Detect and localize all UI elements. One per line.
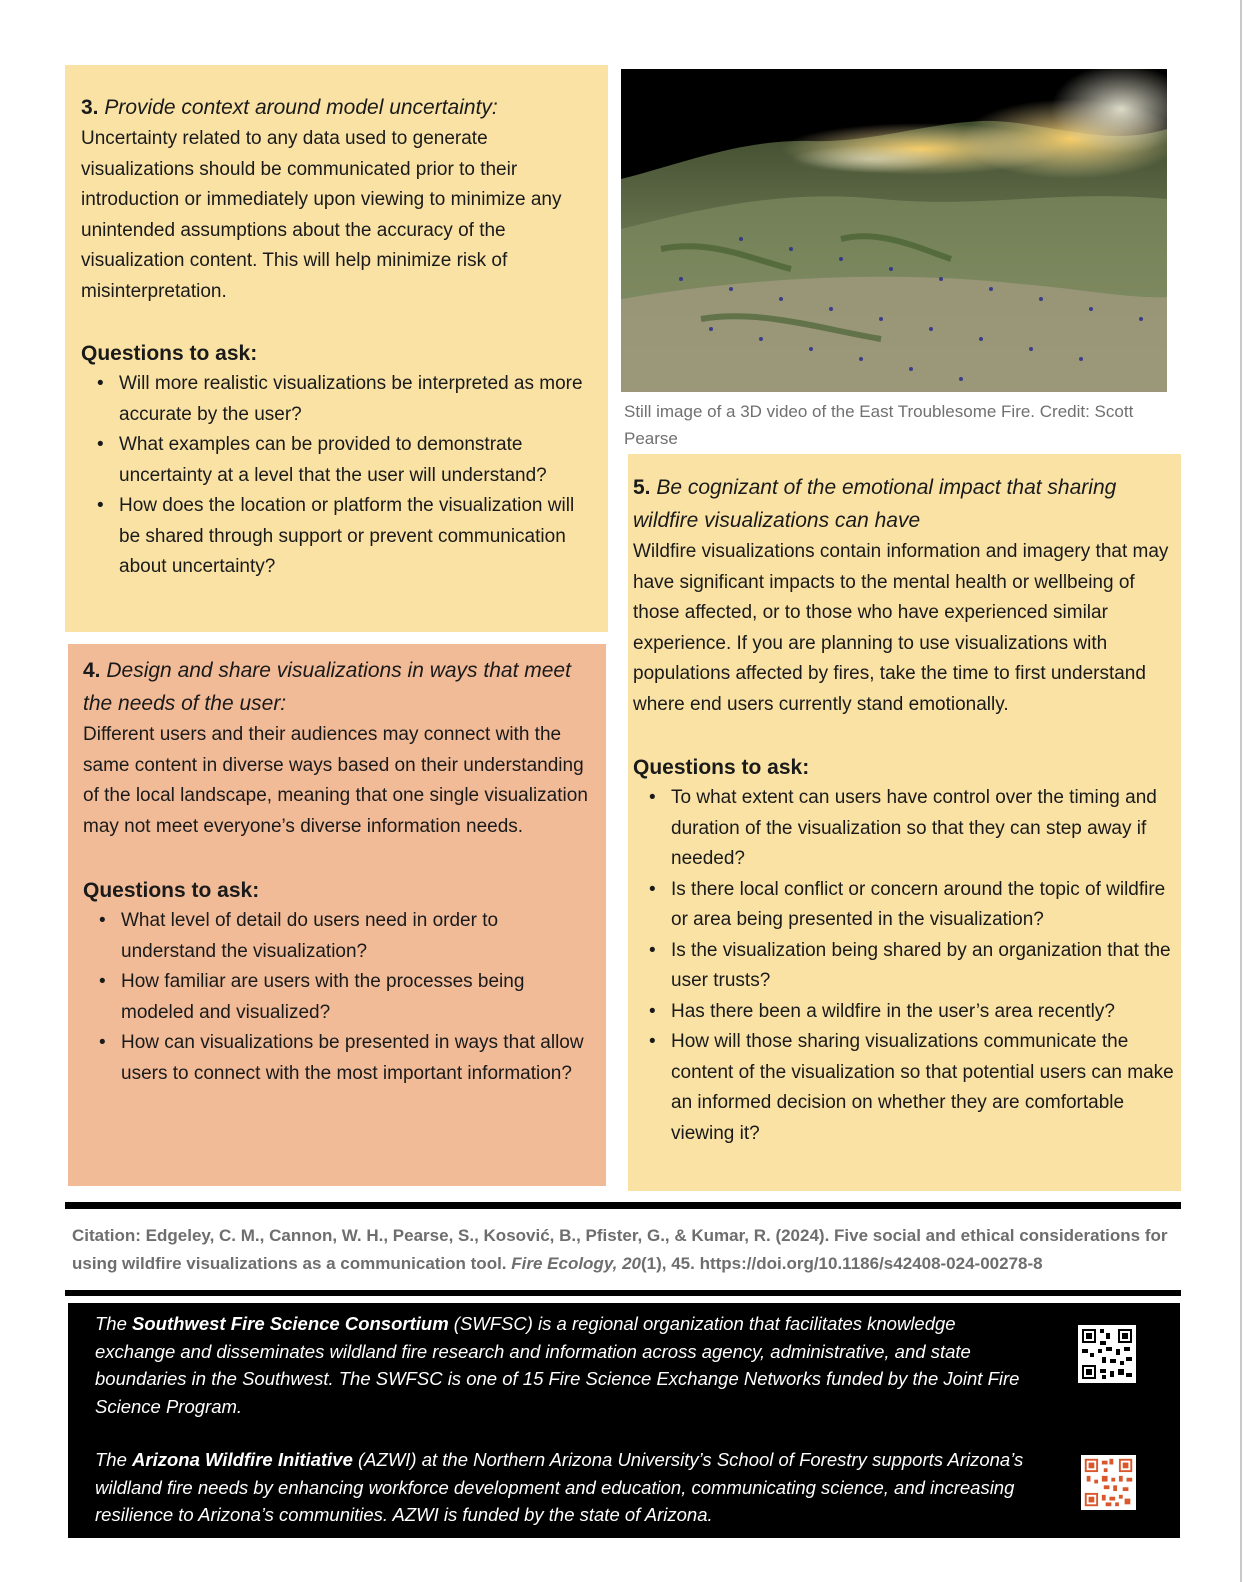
list-item: • To what extent can users have control over the timing and duration of the visualization so that they can step away if needed? <box>671 783 1175 875</box>
section-3-question-list <box>81 369 592 583</box>
fire-3d-image-graphic <box>621 69 1167 392</box>
list-item: • Will more realistic visualizations be interpreted as more accurate by the user? <box>119 369 592 430</box>
footer-panel <box>68 1303 1180 1538</box>
section-3-questions-heading: Questions to ask: <box>81 342 258 365</box>
list-item: • How can visualizations be presented in ways that allow users to connect with the most important information? <box>121 1028 591 1089</box>
swfsc-name: Southwest Fire Science Consortium <box>132 1313 449 1334</box>
qr-code-icon <box>1081 1455 1136 1510</box>
azwi-pre: The <box>95 1449 133 1470</box>
section-4-questions-heading: Questions to ask: <box>83 879 260 902</box>
list-item: • How does the location or platform the visualization will be shared through support or prevent communication about uncertainty? <box>119 491 592 583</box>
swfsc-pre: The <box>95 1313 133 1334</box>
swfsc-description <box>95 1310 1025 1420</box>
fire-3d-image <box>621 69 1167 392</box>
section-3-body: Uncertainty related to any data used to generate visualizations should be communicated prior to their introduction or immediately upon viewing to minimize any unintended assumptions about the accuracy of the visualization content. This will help minimize risk of misinterpretation. <box>81 128 562 302</box>
citation-text: Citation: Edgeley, C. M., Cannon, W. H., Pearse, S., Kosović, B., Pfister, G., & Kumar, R. (2024). Five social and ethical considerations for using wildfire visualizations as a communication tool. <box>72 1226 1168 1273</box>
section-5-heading <box>633 471 1175 537</box>
section-5-title: Be cognizant of the emotional impact that sharing wildfire visualizations can have <box>633 476 1117 532</box>
list-item: • Is there local conflict or concern around the topic of wildfire or area being presented in the visualization? <box>671 875 1175 936</box>
section-5-question-list <box>633 783 1175 1149</box>
section-5-panel <box>628 454 1181 1191</box>
azwi-text: (AZWI) at the Northern Arizona University’s School of Forestry supports Arizona’s wildland fire needs by enhancing workforce development and education, communicating science, and increasing resilience to Arizona’s communities. AZWI is funded by the state of Arizona. <box>95 1449 1024 1525</box>
section-3-title: Provide context around model uncertainty: <box>104 96 498 119</box>
list-item: • How will those sharing visualizations communicate the content of the visualization so that potential users can make an informed decision on whether they are comfortable viewing it? <box>671 1027 1175 1149</box>
list-item: • How familiar are users with the processes being modeled and visualized? <box>121 967 591 1028</box>
image-caption: Still image of a 3D video of the East Troublesome Fire. Credit: Scott Pearse <box>624 402 1134 448</box>
section-4-question-list <box>83 906 591 1089</box>
section-5-body: Wildfire visualizations contain information and imagery that may have significant impacts to the mental health or wellbeing of those affected, or to those who have experienced similar experience. If you are planning to use visualizations with populations affected by fires, take the time to first understand where end users currently stand emotionally. <box>633 541 1169 715</box>
swfsc-qr-code[interactable] <box>1078 1325 1136 1383</box>
list-item: • Is the visualization being shared by an organization that the user trusts? <box>671 936 1175 997</box>
section-4-number: 4. <box>83 659 101 682</box>
citation-journal: Fire Ecology, 20 <box>511 1253 641 1273</box>
citation <box>72 1222 1182 1277</box>
section-5-questions-heading: Questions to ask: <box>633 756 810 779</box>
azwi-description <box>95 1446 1025 1529</box>
azwi-qr-code[interactable] <box>1081 1455 1136 1510</box>
section-3-number: 3. <box>81 96 99 119</box>
azwi-name: Arizona Wildfire Initiative <box>132 1449 353 1470</box>
section-4-title: Design and share visualizations in ways that meet the needs of the user: <box>83 659 571 715</box>
section-3-heading <box>81 91 592 124</box>
section-5-number: 5. <box>633 476 651 499</box>
section-4-panel <box>68 644 606 1186</box>
list-item: • Has there been a wildfire in the user’s area recently? <box>671 997 1175 1028</box>
citation-doi: (1), 45. https://doi.org/10.1186/s42408-024-00278-8 <box>641 1253 1043 1273</box>
divider-bottom <box>65 1290 1181 1296</box>
divider-top <box>65 1202 1181 1209</box>
page-edge-line <box>1240 0 1242 1582</box>
list-item: • What level of detail do users need in order to understand the visualization? <box>121 906 591 967</box>
swfsc-text: (SWFSC) is a regional organization that facilitates knowledge exchange and disseminates wildland fire research and information across agency, administrative, and state boundaries in the Southwest. The SWFSC is one of 15 Fire Science Exchange Networks funded by the Joint Fire Science Program. <box>95 1313 1020 1417</box>
qr-code-icon <box>1078 1325 1136 1383</box>
section-4-body: Different users and their audiences may connect with the same content in diverse ways based on their understanding of the local landscape, meaning that one single visualization may not meet everyone’s diverse information needs. <box>83 724 588 837</box>
section-4-heading <box>83 654 591 720</box>
section-3-panel <box>65 65 608 632</box>
list-item: • What examples can be provided to demonstrate uncertainty at a level that the user will understand? <box>119 430 592 491</box>
